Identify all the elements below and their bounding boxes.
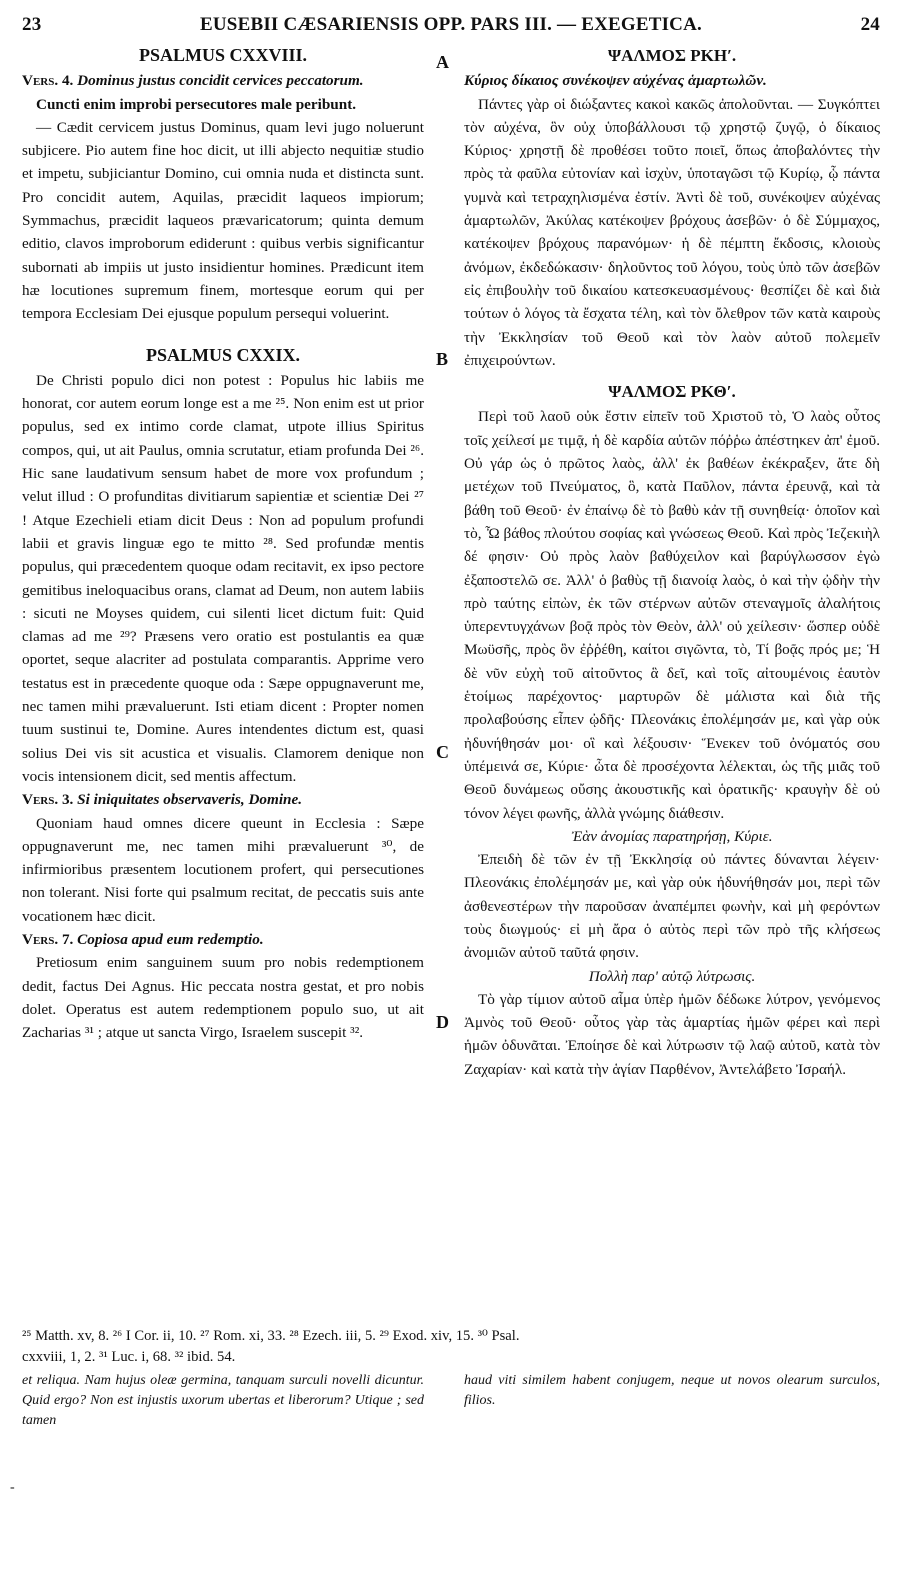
greek-lemma: Πολλὴ παρ' αὐτῷ λύτρωσις.	[588, 967, 756, 985]
stray-mark: -	[10, 1480, 15, 1495]
verse-label: Vers. 7.	[22, 930, 74, 948]
latin-column	[22, 44, 424, 1044]
footnotes	[22, 1326, 880, 1368]
margin-letter-c: C	[436, 742, 449, 762]
greek-lemma: Κύριος δίκαιος συνέκοψεν αὐχένας ἁμαρτωλῶν.	[464, 72, 767, 90]
greek-psalm-128-title: ΨΑΛΜΟΣ ΡΚΗʹ.	[607, 46, 737, 65]
greek-column	[464, 44, 880, 1081]
latin-paragraph: De Christi populo dici non potest : Populus hic labiis me honorat, cor autem eorum longe est a me ²⁵. Non enim est ut prior populus, sed ex intimo corde clamat, utpote illius Spiritus compos, qui, ut ait Paulus, omnia scrutatur, etiam profunda Dei ²⁶. Hic sane laudativum sensum habet de more vox profundum ; velut illud : O profunditas divitiarum sapientiæ et scientiæ Dei ²⁷ ! Atque Ezechieli etiam dicit Deus : Non ad populum profundi labii et gravis linguæ ego te mitto ²⁸. Sed profundæ mentis populus, qui præcedentem quoque odam recitavit, ex ipso pectore gemitibus ineloquacibus orans, clamat ad Deum, non autem labiis : sicuti ne Moyses quidem, cui silenti licet dictum fuit: Quid clamas ad me ²⁹? Præsens vero oratio est postulantis ea quæ oportet, seque alacriter ad postulata comparantis. Apprime vero testatus est in præcedente quoque oda : Sæpe oppugnaverunt me, nec tamen mihi prævaluerunt. Isti etiam dicent : Propter nomen tuum sustinui te, Domine. Aures intendentes dictum est, quasi solius Dei vis sit acustica et visualis. Clamorem denique non vocis intensionem dicit, sed mentis affectum.	[22, 371, 424, 785]
latin-verse-4-lemma	[22, 69, 424, 92]
page-number-left: 23	[22, 14, 42, 35]
verse-label: Vers. 3.	[22, 791, 74, 809]
latin-verse-7-lemma	[22, 928, 424, 951]
running-header	[22, 14, 880, 40]
margin-letter-a: A	[436, 52, 449, 72]
verse-text: Si iniquitates observaveris, Domine.	[77, 791, 303, 809]
verse-label: Vers. 4.	[22, 72, 74, 90]
greek-psalm-129-title: ΨΑΛΜΟΣ ΡΚΘʹ.	[608, 382, 736, 402]
latin-paragraph: Quoniam haud omnes dicere queunt in Ecclesia : Sæpe oppugnaverunt me, nec tamen mihi prævaluerunt ³⁰, de infirmioribus præsentem locutionem profert, qui persecutiones non tolerant. Nisi forte qui psalmum recitat, de peccatis suis ante vocationem hæc dicit.	[22, 814, 424, 925]
page-number-right: 24	[860, 14, 880, 35]
continuation-right: haud viti similem habent conjugem, neque ut novos olearum surculos, filios.	[464, 1373, 880, 1408]
footnote-line: cxxviii, 1, 2. ³¹ Luc. i, 68. ³² ibid. 54.	[22, 1349, 236, 1365]
continuation-left: et reliqua. Nam hujus oleæ germina, tanquam surculi novelli dicuntur. Quid ergo? Non est injustis uxorum ubertas et liberorum? Utique ; sed tamen	[22, 1373, 424, 1428]
latin-verse-3-lemma	[22, 788, 424, 811]
margin-letter-b: B	[436, 349, 449, 369]
greek-lemma: Ἐὰν ἀνομίας παρατηρήσῃ, Κύριε.	[571, 827, 773, 845]
margin-letters	[432, 44, 458, 1224]
latin-paragraph: Cuncti enim improbi persecutores male peribunt.	[36, 95, 357, 113]
latin-paragraph: Pretiosum enim sanguinem suum pro nobis redemptionem dedit, factus Dei Agnus. Hic peccata nostra gestat, et pro nobis dolet. Operatus est autem redemptionem populo suo, ut ait Zacharias ³¹ ; atque ut sancta Virgo, Israelem suscepit ³².	[22, 954, 424, 1042]
margin-letter-d: D	[436, 1012, 449, 1032]
running-title: EUSEBII CÆSARIENSIS OPP. PARS III. — EXEGETICA.	[200, 14, 702, 35]
latin-psalm-129-title: PSALMUS CXXIX.	[145, 344, 300, 365]
latin-psalm-128-title: PSALMUS CXXVIII.	[138, 45, 308, 65]
greek-paragraph: Τὸ γὰρ τίμιον αὐτοῦ αἷμα ὑπὲρ ἡμῶν δέδωκε λύτρον, γενόμενος Ἀμνὸς τοῦ Θεοῦ· οὗτος γὰρ τὰς ἁμαρτίας ἡμῶν φέρει καὶ περὶ ἡμῶν ὀδυνᾶται. Ἐποίησε δὲ καὶ λύτρωσιν τῷ λαῷ αὐτοῦ, κατὰ τὸν Ζαχαρίαν· καὶ κατὰ τὴν ἁγίαν Παρθένον, Ἀντελάβετο Ἰσραήλ.	[464, 990, 880, 1078]
greek-paragraph: Ἐπειδὴ δὲ τῶν ἐν τῇ Ἐκκλησίᾳ οὐ πάντες δύνανται λέγειν· Πλεονάκις ἐπολέμησάν με, καὶ γὰρ οὐκ ἠδυνήθησάν μοι, περὶ τῶν ἀσθενεστέρων τὴν παροῦσαν ἀναπέμπει φωνὴν, καὶ μὴ φερόντων τοὺς διωγμούς· εἰ μὴ ἄρα ὁ αὐτὸς περὶ τῶν πρὸ τῆς κλήσεως ἀνομιῶν αὐτοῦ ταῦτά φησιν.	[464, 851, 880, 962]
greek-paragraph: Πάντες γὰρ οἱ διώξαντες κακοὶ κακῶς ἀπολοῦνται. — Συγκόπτει τὸν αὐχένα, ὃν οὐχ ὑποβάλλουσι τῷ χρηστῷ ζυγῷ, ὁ δίκαιος Κύριος· χρηστῇ δὲ προθέσει τοῦτο ποιεῖ, ὅπως ἀποβαλόντες τὴν πρὸς τὰ φαῦλα εὐτονίαν καὶ ἰσχὺν, ὑποταγῶσι τῷ Κυρίῳ, ᾧ πάντα γυμνὰ καὶ τετραχηλισμένα ἐστίν. Ἀντὶ δὲ τοῦ, συνέκοψεν αὐχένας ἁμαρτωλῶν, Ἀκύλας κατέκοψεν βρόχους ἀσεβῶν· ὁ δὲ Σύμμαχος, κατέκοψεν βρόχους παρανόμων· ἡ δὲ πέμπτη ἔκδοσις, κλοιοὺς ἀνόμων, ἐκδεδώκασιν· δηλοῦντος τοῦ λόγου, τοὺς ὑπὸ τῶν ἀσεβῶν εἰς ἐπιβουλὴν τοῦ δικαίου κατεσκευασμένους· θεσπίζει δὲ καὶ διὰ τούτων ὁ λόγος τὰ ἔσχατα τέλη, καὶ τὸν ὄλεθρον τῶν κατὰ καιροὺς τὴν Ἐκκλησίαν τοῦ Θεοῦ καὶ τὸν λαὸν αὐτοῦ πολεμεῖν ἐπιχειρούντων.	[464, 95, 880, 369]
verse-text: Copiosa apud eum redemptio.	[77, 930, 264, 948]
verse-text: Dominus justus concidit cervices peccatorum.	[77, 72, 364, 90]
latin-paragraph: — Cædit cervicem justus Dominus, quam levi jugo noluerunt subjicere. Pio autem fine hoc dicit, ut illi abjecto nequitiæ studio et impetu, subjiciantur Domino, cui omnia nuda et distincta sunt. Pro concidit autem, Aquilas, præcidit laqueos impiorum; Symmachus, præcidit laqueos prævaricatorum; quinta demum editio, clavos improborum ediderunt : quibus verbis significantur subornati ab impiis ut justo insidientur homines. Prædicunt item hæ locutiones supremum finem, mortesque eorum qui per tempora Ecclesiam Dei ejusque populum persequi voluerint.	[22, 118, 424, 323]
footnote-line: ²⁵ Matth. xv, 8. ²⁶ I Cor. ii, 10. ²⁷ Rom. xi, 33. ²⁸ Ezech. iii, 5. ²⁹ Exod. xiv, 15. ³⁰ Psal.	[22, 1328, 520, 1344]
greek-paragraph: Περὶ τοῦ λαοῦ οὐκ ἔστιν εἰπεῖν τοῦ Χριστοῦ τὸ, Ὁ λαὸς οὗτος τοῖς χείλεσί με τιμᾷ, ἡ δὲ καρδία αὐτῶν πόῤῥω ἀπέστηκεν ἀπ' ἐμοῦ. Οὐ γάρ ὡς ὁ πρῶτος λαὸς, ἀλλ' ἐκ βαθέων ἐκέκραξεν, ἅτε δὴ μετέχων τοῦ Πνεύματος, ὃ, κατὰ Παῦλον, πάντα ἐρευνᾷ, καὶ τὰ βάθη τοῦ Θεοῦ· ἐν ἐπαίνῳ δὲ τὸ βαθὺ κἀν τῇ συνηθείᾳ· ὁποῖον καὶ τὸ, Ὦ βάθος πλούτου σοφίας καὶ γνώσεως Θεοῦ. Καὶ πρὸς Ἰεζεκιὴλ δέ φησιν· Οὐ πρὸς λαὸν βαθύχειλον καὶ βαρύγλωσσον ἐγὼ ἐξαποστελῶ σε. Ἀλλ' ὁ βαθὺς τῇ διανοίᾳ λαὸς, ὁ καὶ τὴν ᾠδὴν τὴν πρὸ ταύτης εἰπὼν, ἐκ τῶν στέρνων αὐτῶν στεναγμοῖς ἀλαλήτοις ὑπερεντυγχάνων βοᾷ πρὸς τὸν Θεὸν, ἀλλ' οὐ χείλεσιν· ὥσπερ οὐδὲ Μωϋσῆς, πρὸς ὃν ἐῤῥέθη, καίτοι σιγῶντα, τὸ, Τί βοᾷς πρός με; Ἡ δὲ νῦν εὐχὴ τοῦ αἰτοῦντος ἃ δεῖ, καὶ τοῖς αἰτουμένοις ἑαυτὸν ἑτοίμως παρέχοντος· μαρτυρῶν δὲ μάλιστα καὶ διὰ τῆς προλαβούσης εἶπεν ᾠδῆς· Πλεονάκις ἐπολέμησάν με, καὶ γὰρ οὐκ ἠδυνήθησάν μοι· οἳ καὶ λέξουσιν· Ἕνεκεν τοῦ ὀνόματός σου ὑπέμεινά σε, Κύριε· ὦτα δὲ προσέχοντα λέλεκται, ὡς τῆς μιᾶς τοῦ Θεοῦ δυνάμεως οὔσης ἀκουστικῆς καὶ ὁρατικῆς· κραυγὴν δὲ οὐ τόνον λέγει φωνῆς, ἀλλὰ γνώμης διάθεσιν.	[464, 408, 880, 822]
